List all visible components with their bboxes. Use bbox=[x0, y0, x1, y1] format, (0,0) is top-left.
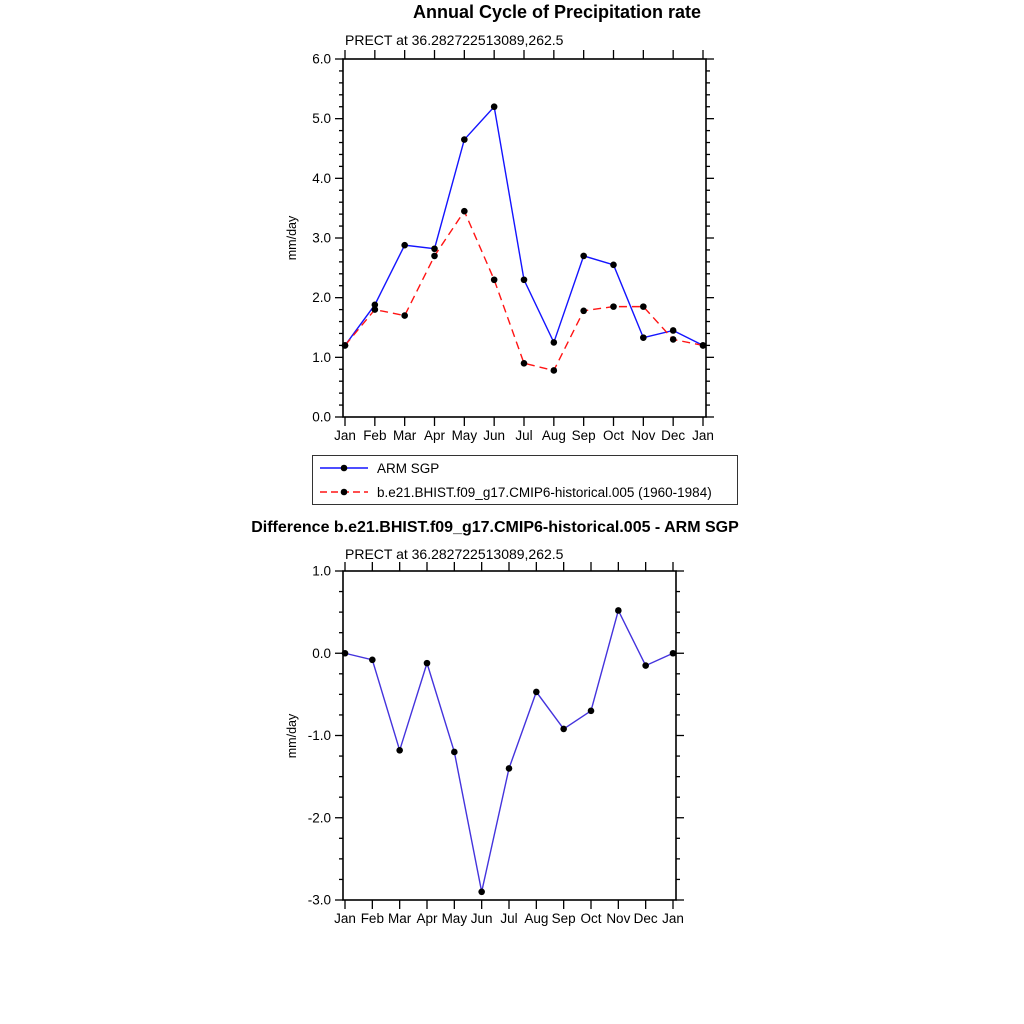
svg-text:-2.0: -2.0 bbox=[307, 810, 331, 826]
svg-text:Mar: Mar bbox=[393, 428, 417, 443]
svg-text:Jun: Jun bbox=[470, 911, 493, 926]
difference-title: Difference b.e21.BHIST.f09_g17.CMIP6-historical.005 - ARM SGP bbox=[251, 519, 739, 536]
legend-label-arm-sgp: ARM SGP bbox=[377, 460, 440, 476]
legend bbox=[312, 455, 738, 505]
svg-text:Jun: Jun bbox=[483, 428, 506, 443]
svg-text:Oct: Oct bbox=[602, 428, 625, 443]
legend-dashed-line-sample bbox=[318, 486, 370, 498]
svg-text:1.0: 1.0 bbox=[312, 563, 331, 579]
svg-text:0.0: 0.0 bbox=[312, 645, 331, 661]
svg-text:Oct: Oct bbox=[580, 911, 602, 926]
legend-entry-model bbox=[313, 480, 737, 504]
difference-subtitle: PRECT at 36.282722513089,262.5 bbox=[345, 546, 564, 562]
legend-entry-arm-sgp bbox=[313, 456, 737, 480]
svg-text:Aug: Aug bbox=[524, 911, 549, 926]
svg-text:Dec: Dec bbox=[661, 428, 686, 443]
svg-text:-3.0: -3.0 bbox=[307, 892, 331, 908]
svg-text:Sep: Sep bbox=[571, 428, 596, 443]
svg-text:Jan: Jan bbox=[692, 428, 714, 443]
svg-text:1.0: 1.0 bbox=[312, 349, 331, 365]
svg-text:2.0: 2.0 bbox=[312, 290, 331, 306]
svg-text:Nov: Nov bbox=[606, 911, 631, 926]
annual-cycle-title: Annual Cycle of Precipitation rate bbox=[412, 2, 702, 22]
svg-text:Jan: Jan bbox=[334, 428, 356, 443]
svg-text:Mar: Mar bbox=[388, 911, 412, 926]
annual-cycle-subtitle: PRECT at 36.282722513089,262.5 bbox=[345, 32, 564, 48]
svg-text:May: May bbox=[451, 428, 478, 443]
svg-text:Sep: Sep bbox=[551, 911, 576, 926]
svg-text:Jul: Jul bbox=[515, 428, 533, 443]
svg-text:Jan: Jan bbox=[334, 911, 356, 926]
svg-text:6.0: 6.0 bbox=[312, 51, 331, 67]
svg-text:Dec: Dec bbox=[633, 911, 658, 926]
svg-text:Aug: Aug bbox=[541, 428, 566, 443]
svg-text:Jan: Jan bbox=[662, 911, 684, 926]
svg-text:Apr: Apr bbox=[416, 911, 438, 926]
svg-text:Apr: Apr bbox=[423, 428, 446, 443]
annual-cycle-y-axis-label: mm/day bbox=[285, 215, 299, 261]
svg-text:Feb: Feb bbox=[360, 911, 384, 926]
svg-text:-1.0: -1.0 bbox=[307, 728, 331, 743]
svg-text:0.0: 0.0 bbox=[312, 409, 331, 425]
svg-text:4.0: 4.0 bbox=[312, 170, 331, 186]
svg-text:Nov: Nov bbox=[631, 428, 656, 443]
svg-text:May: May bbox=[441, 911, 468, 926]
legend-solid-line-sample bbox=[318, 462, 370, 474]
svg-text:3.0: 3.0 bbox=[312, 230, 331, 246]
legend-marker-dot bbox=[341, 465, 348, 472]
svg-text:Jul: Jul bbox=[500, 911, 518, 926]
legend-label-model: b.e21.BHIST.f09_g17.CMIP6-historical.005 (1960-1984) bbox=[377, 484, 712, 500]
difference-y-axis-label: mm/day bbox=[285, 713, 299, 759]
legend-marker-dot bbox=[341, 489, 348, 496]
svg-text:Feb: Feb bbox=[363, 428, 387, 443]
svg-text:5.0: 5.0 bbox=[312, 111, 331, 127]
